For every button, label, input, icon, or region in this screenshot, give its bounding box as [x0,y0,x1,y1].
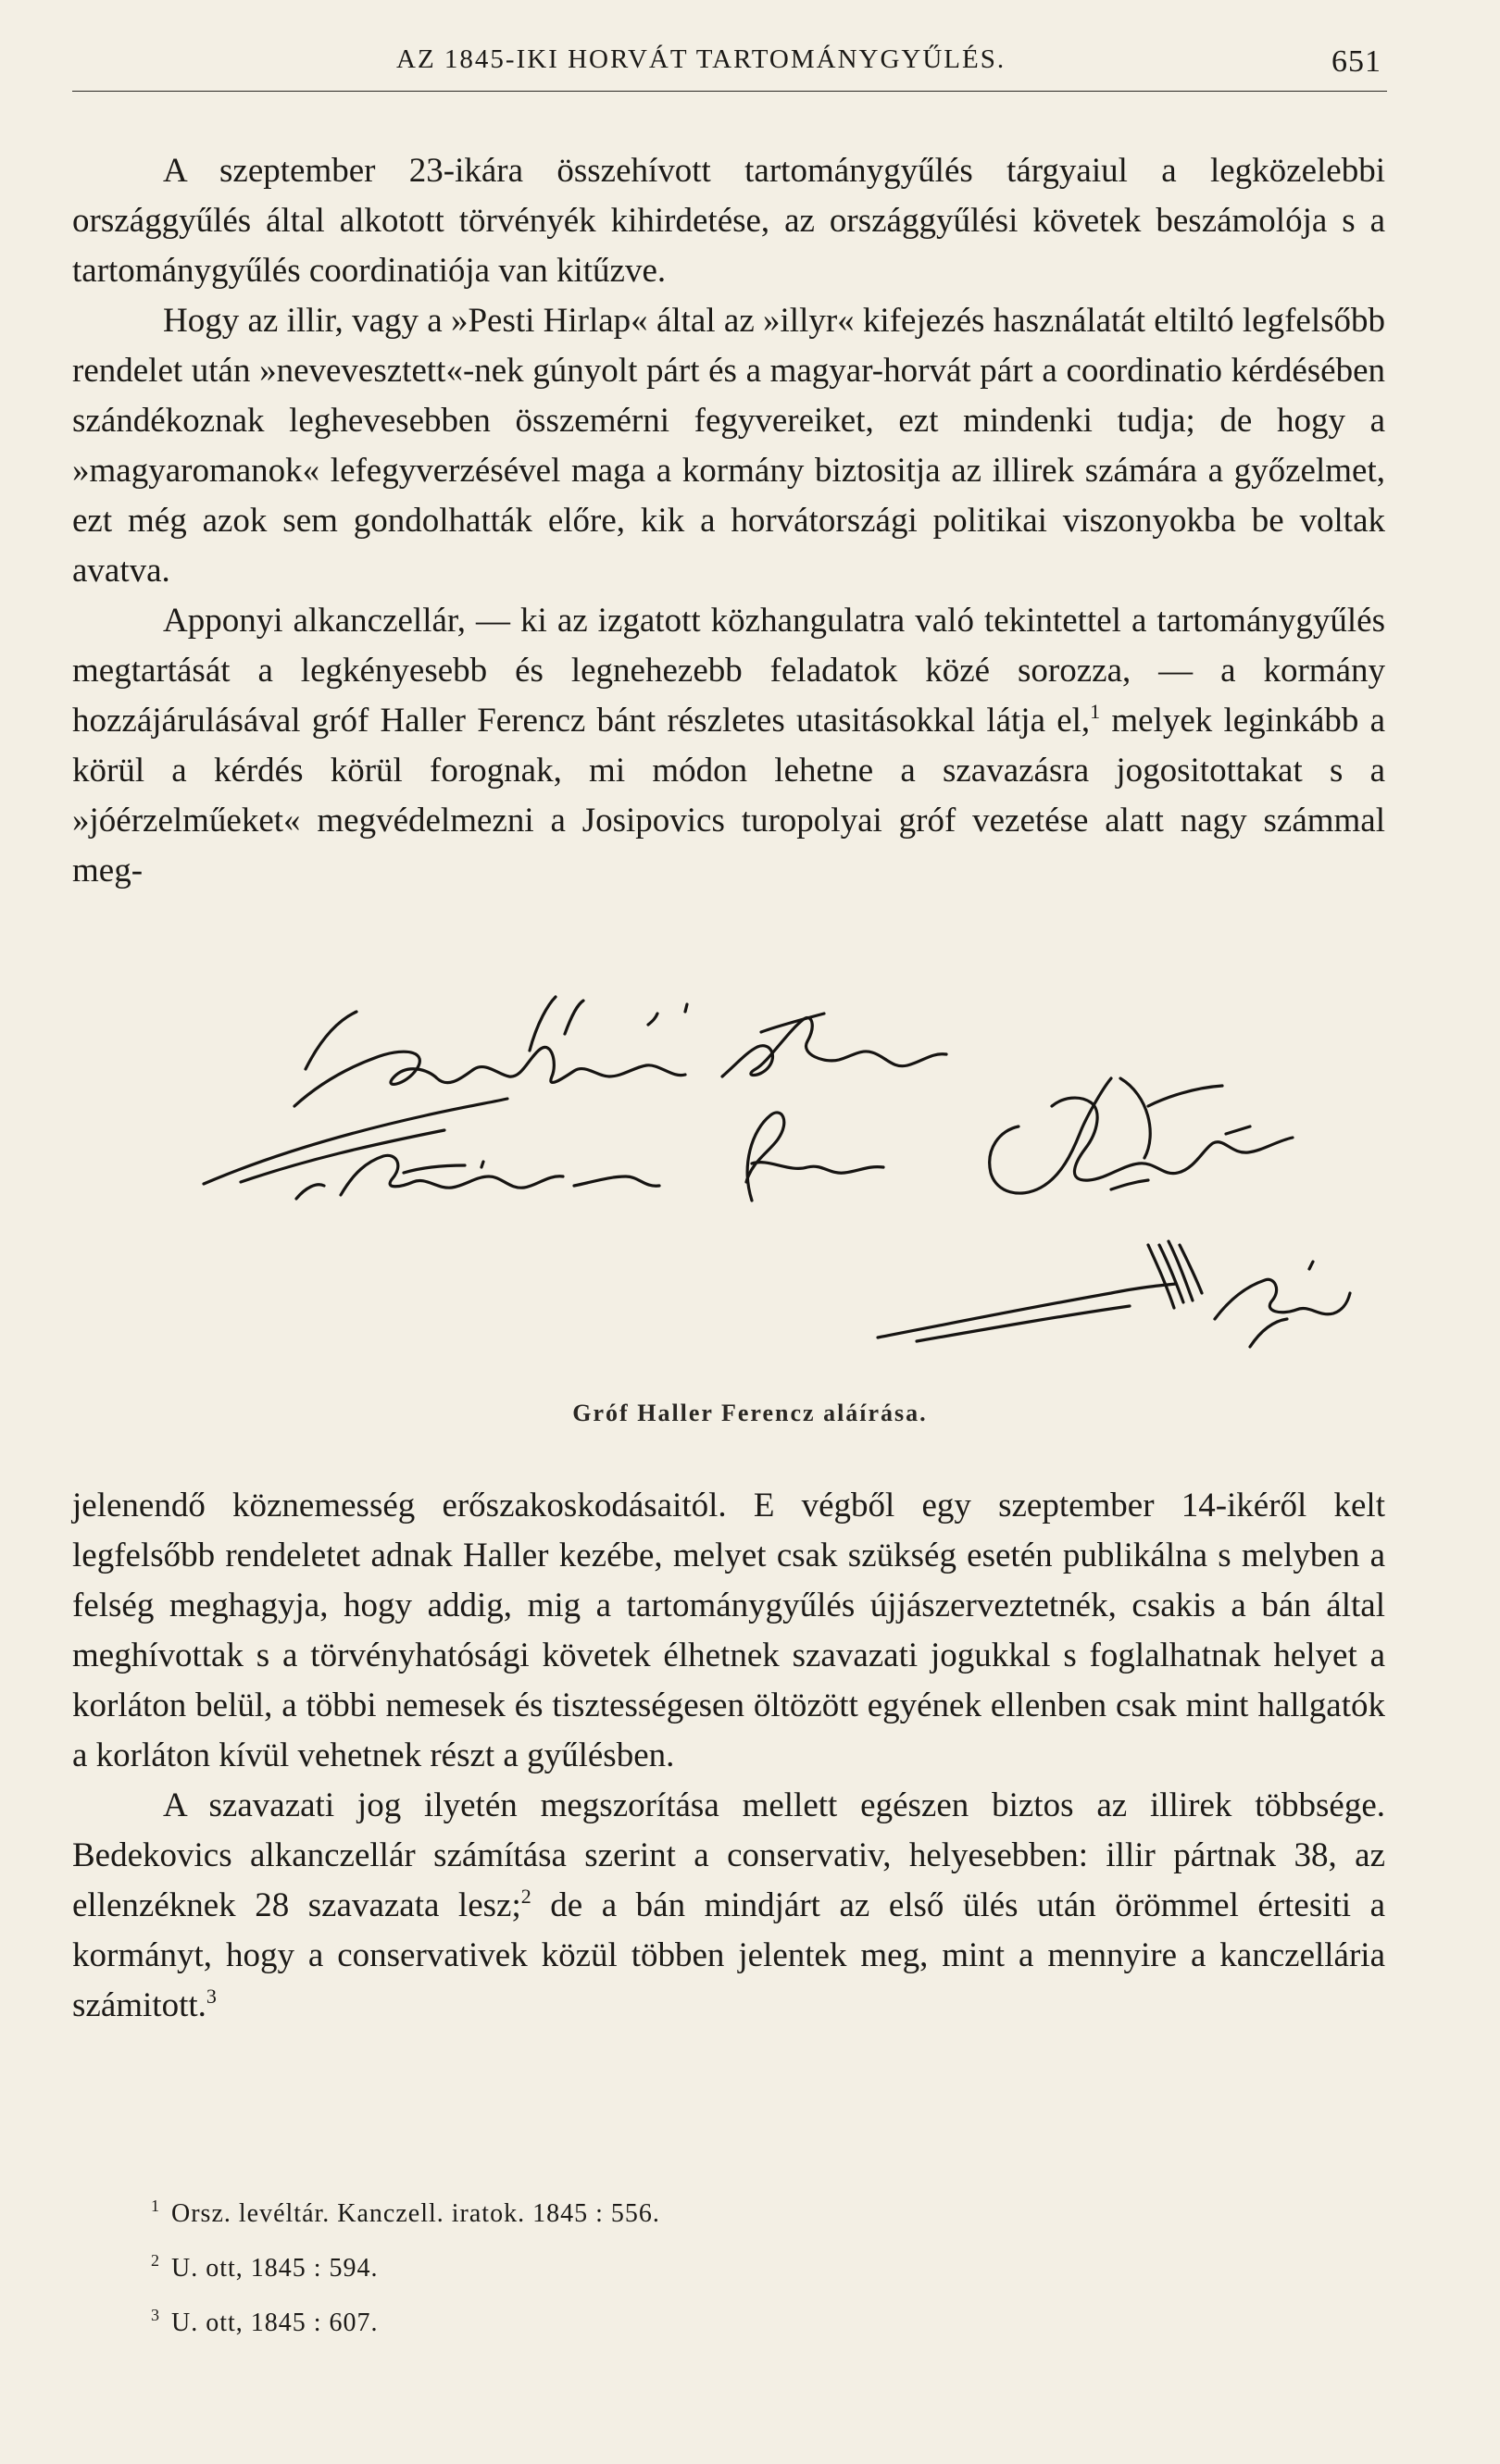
signature-line-3 [878,1241,1350,1347]
footnote-ref-2: 2 [520,1885,531,1908]
body-text-top [72,146,1385,896]
paragraph-2: Hogy az illir, vagy a »Pesti Hirlap« által az »illyr« kifejezés használatát eltiltó legfelsőbb rendelet után »nevevesztett«-nek gúnyolt párt és a magyar-horvát párt a coordinatio kérdésében szándékoznak leghevesebben összemérni fegyvereiket, ezt mindenki tudja; de hogy a »magyaromanok« lefegyverzésével maga a kormány biztositja az illirek számára a győzelmet, ezt még azok sem gondolhatták előre, kik a horvátországi politikai viszonyokba be voltak avatva. [72,302,1385,590]
running-title: AZ 1845-IKI HORVÁT TARTOMÁNYGYŰLÉS. [396,44,1006,74]
footnote-3: $^3$ U. ott, 1845 : 607. [151,2306,379,2337]
footnote-2: $^2$ U. ott, 1845 : 594. [151,2251,379,2283]
footnote-1: $^1$ Orsz. levéltár. Kanczell. iratok. 1845 : 556. [151,2196,660,2228]
paragraph-5: A szavazati jog ilyetén megszorítása mellett egészen biztos az illirek többsége. Bedekovics alkanczellár számítása szerint a conservativ, helyesebben: illir pártnak 38, az ellenzéknek 28 szavazata lesz;$^2$ de a bán mindjárt az első ülés után örömmel értesiti a kormányt, hogy a conservativek közül többen jelentek meg, mint a mennyire a kanczellária számitott.$^3$ [72,1786,1386,2024]
paragraph-3: Apponyi alkanczellár, — ki az izgatott közhangulatra való tekintettel a tartománygyűlés megtartását a legkényesebb és legnehezebb feladatok közé sorozza, — a kormány hozzájárulásával gróf Haller Ferencz bánt részletes utasitásokkal látja el,$^1$ melyek leginkább a körül a kérdés körül forognak, mi módon lehetne a szavazásra jogositottakat s a »jóérzelműeket« megvédelmezni a Josipovics turopolyai gróf vezetése alatt nagy számmal meg- [72,602,1385,890]
signature-line-1 [294,997,946,1106]
paragraph-1: A szeptember 23-ikára összehívott tartománygyűlés tárgyaiul a legközelebbi országgyűlés által alkotott törvényék kihirdetése, az országgyűlési követek beszámolója s a tartománygyűlés coordinatiója van kitűzve. [72,152,1385,290]
page-number: 651 [1331,44,1381,79]
signature-line-2 [204,1078,1293,1201]
figure-caption: Gróf Haller Ferencz aláírása. [572,1400,928,1426]
signature-image [185,967,1352,1393]
footnote-ref-1: 1 [1090,700,1101,723]
footnote-ref-3: 3 [206,1985,217,2008]
footnotes [151,2183,660,2346]
paragraph-4: jelenendő köznemesség erőszakoskodásaitól. E végből egy szeptember 14-ikéről kelt legfelsőbb rendeletet adnak Haller kezébe, melyet csak szükség esetén publikálna s melyben a felség meghagyja, hogy addig, mig a tartománygyűlés újjászerveztetnék, csakis a bán által meghívottak s a törvényhatósági követek élhetnek szavazati jogukkal s foglalhatnak helyet a korláton belül, a többi nemesek és tisztességesen öltözött egyének ellenben csak mint hallgatók a korláton kívül vehetnek részt a gyűlésben. [72,1487,1385,1774]
body-text-bottom [72,1481,1385,2031]
page-header [72,35,1387,92]
